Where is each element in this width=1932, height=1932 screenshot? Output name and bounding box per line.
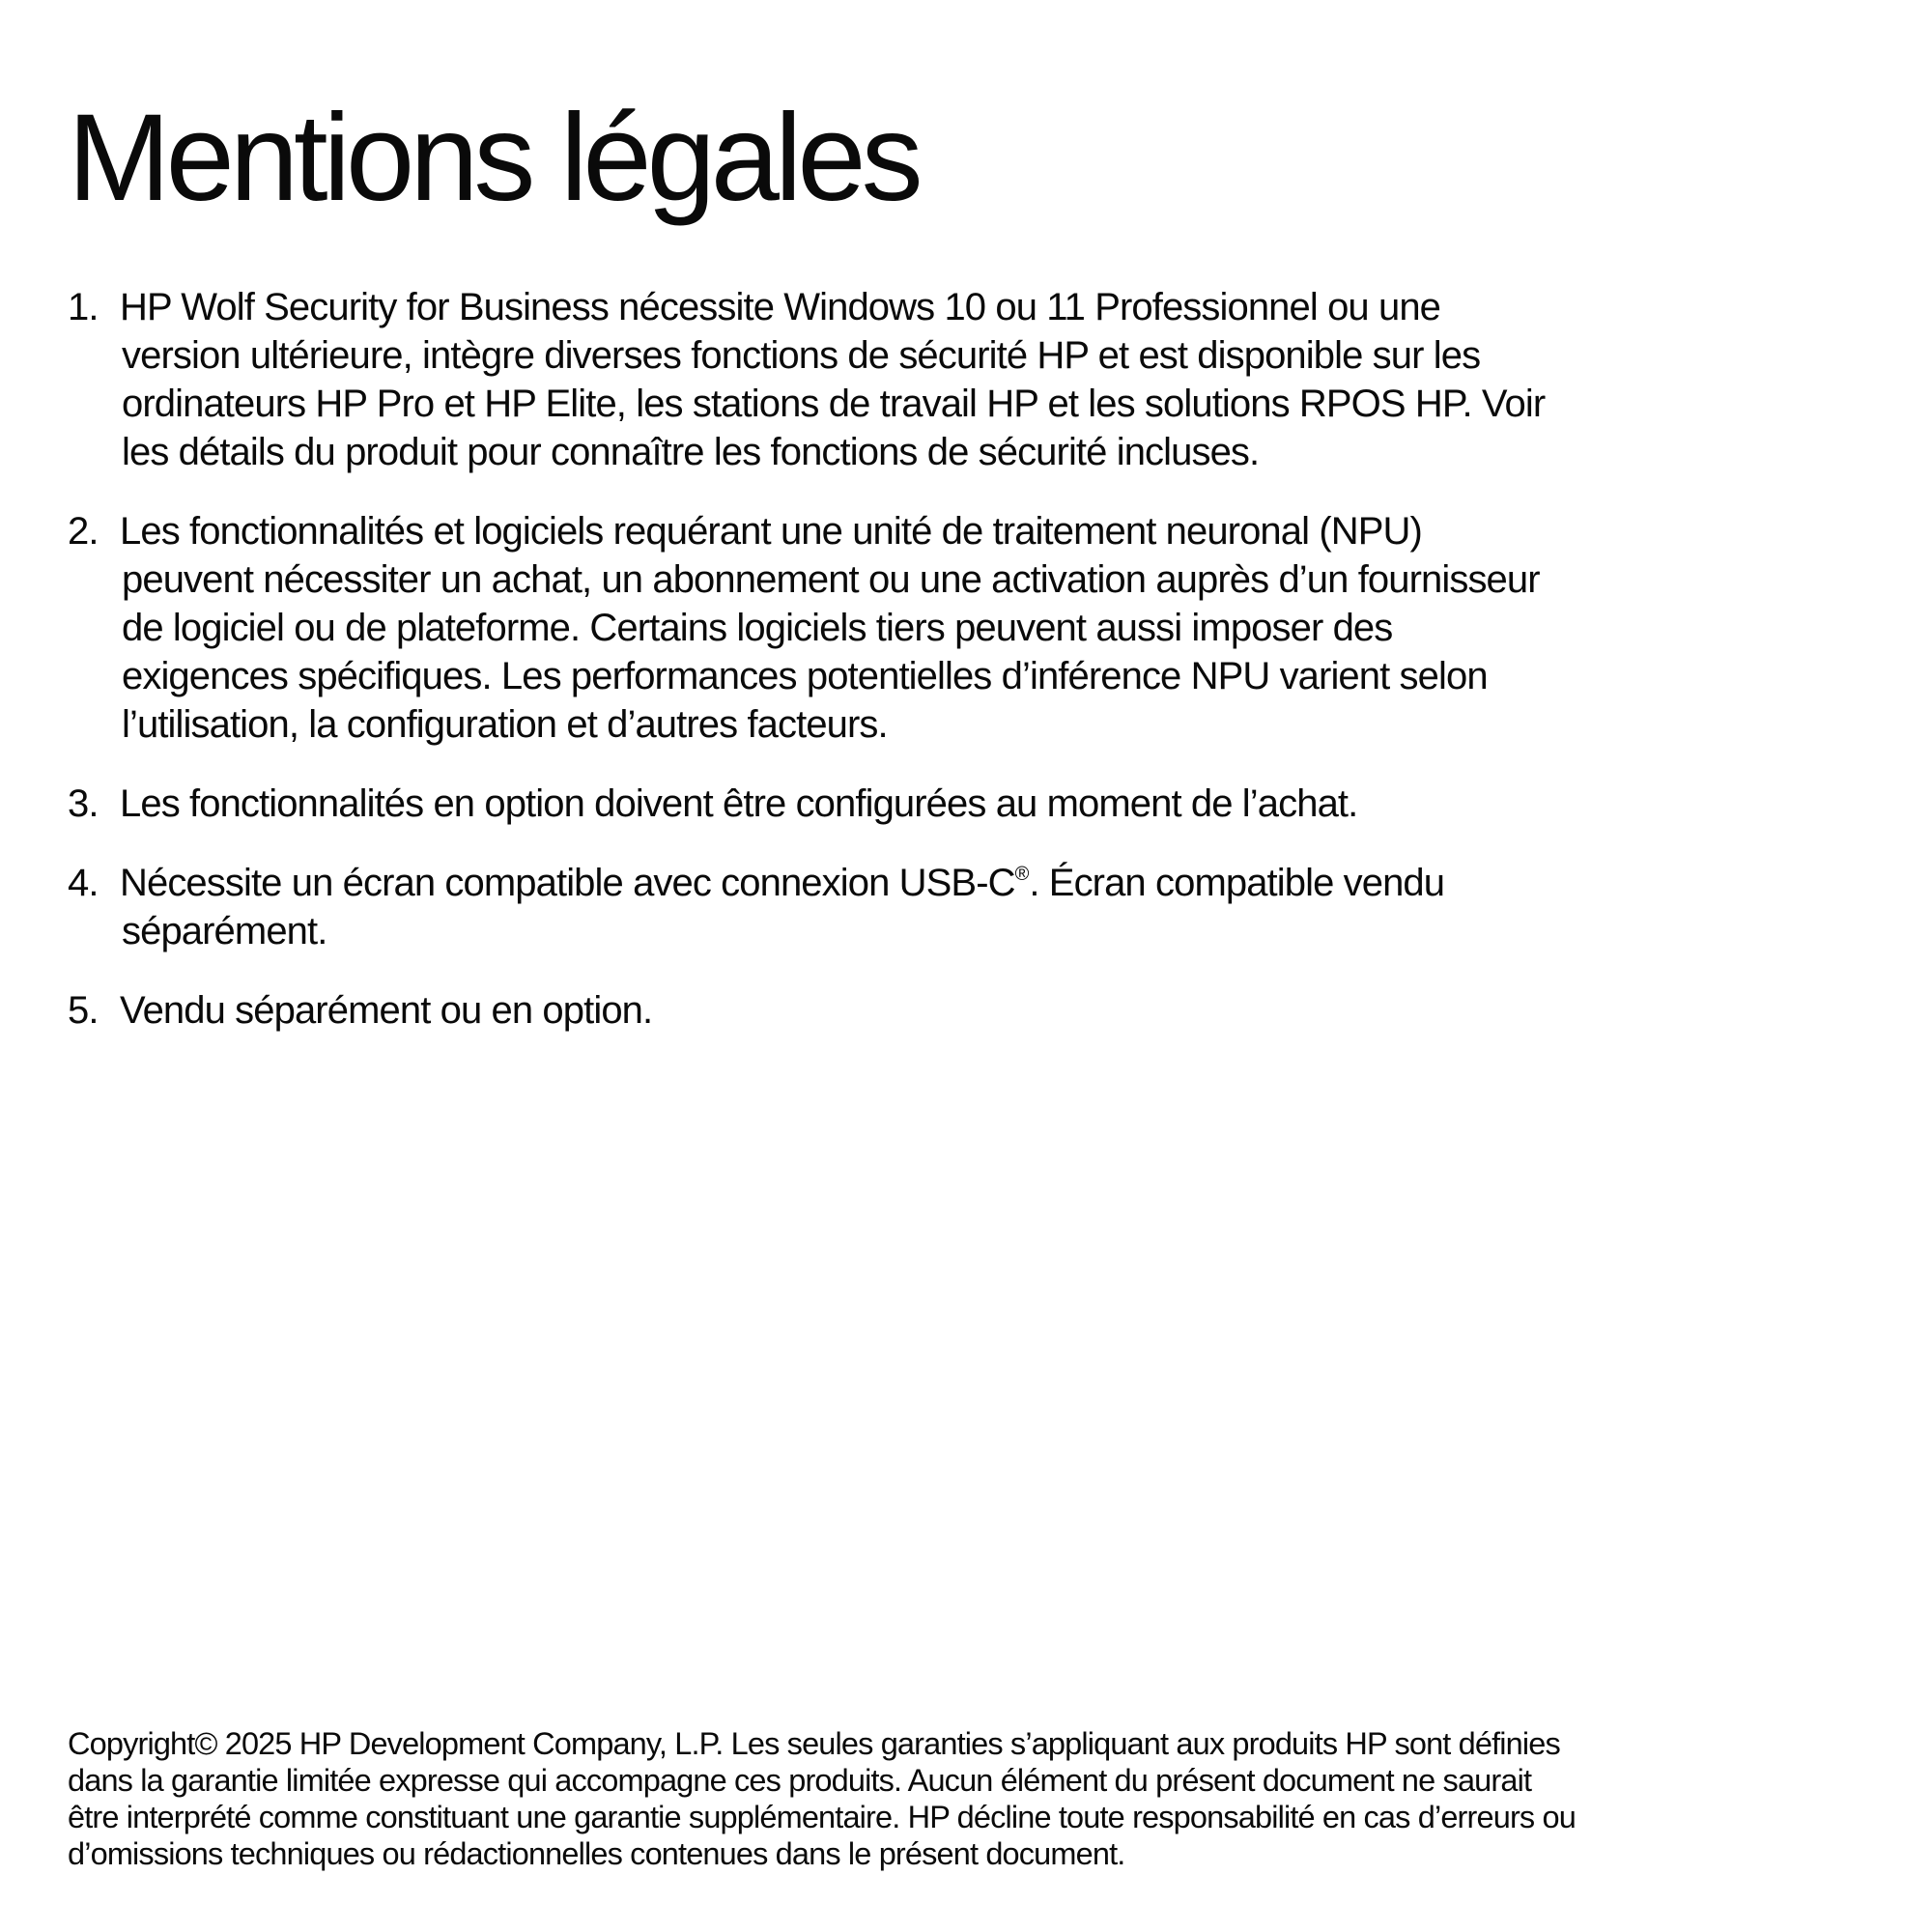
note-line: ordinateurs HP Pro et HP Elite, les stations de travail HP et les solutions RPOS HP. Voir xyxy=(122,383,1546,425)
legal-note-1 xyxy=(68,283,1835,476)
copyright-line: être interprété comme constituant une garantie supplémentaire. HP décline toute responsabilité en cas d’erreurs ou xyxy=(68,1800,1576,1834)
note-text xyxy=(120,507,1835,749)
copyright-line: Copyright© 2025 HP Development Company, L.P. Les seules garanties s’appliquant aux produits HP sont définies xyxy=(68,1726,1560,1761)
note-text xyxy=(120,859,1835,955)
registered-mark: ® xyxy=(1014,864,1030,885)
legal-note-3 xyxy=(68,780,1835,828)
note-line: Les fonctionnalités et logiciels requérant une unité de traitement neuronal (NPU) xyxy=(120,510,1422,553)
copyright-line: d’omissions techniques ou rédactionnelles contenues dans le présent document. xyxy=(68,1836,1125,1871)
page-title: Mentions légales xyxy=(68,89,919,227)
note-line-part: Nécessite un écran compatible avec connexion USB-C xyxy=(120,862,1015,904)
note-line: exigences spécifiques. Les performances potentielles d’inférence NPU varient selon xyxy=(122,655,1488,697)
legal-note-4 xyxy=(68,859,1835,955)
legal-notes-list xyxy=(68,283,1835,1065)
note-line: de logiciel ou de plateforme. Certains logiciels tiers peuvent aussi imposer des xyxy=(122,607,1393,649)
note-line xyxy=(120,859,1835,907)
note-line: peuvent nécessiter un achat, un abonnement ou une activation auprès d’un fournisseur xyxy=(122,558,1540,601)
note-line: HP Wolf Security for Business nécessite Windows 10 ou 11 Professionnel ou une xyxy=(120,286,1441,328)
legal-note-5 xyxy=(68,986,1835,1035)
note-number: 4. xyxy=(68,862,99,904)
note-line: Vendu séparément ou en option. xyxy=(120,989,653,1032)
note-text xyxy=(120,780,1835,828)
note-line: l’utilisation, la configuration et d’autres facteurs. xyxy=(122,703,888,746)
note-line: séparément. xyxy=(122,910,327,952)
note-number: 2. xyxy=(68,510,99,553)
note-line: les détails du produit pour connaître les fonctions de sécurité incluses. xyxy=(122,431,1260,473)
note-number: 1. xyxy=(68,286,99,328)
note-line: Les fonctionnalités en option doivent être configurées au moment de l’achat. xyxy=(120,782,1358,825)
note-line-part: . Écran compatible vendu xyxy=(1029,862,1445,904)
note-text xyxy=(120,986,1835,1035)
copyright-notice xyxy=(68,1725,1864,1872)
note-line: version ultérieure, intègre diverses fonctions de sécurité HP et est disponible sur les xyxy=(122,334,1481,377)
note-number: 5. xyxy=(68,989,99,1032)
legal-note-2 xyxy=(68,507,1835,749)
copyright-line: dans la garantie limitée expresse qui accompagne ces produits. Aucun élément du présent document ne saurait xyxy=(68,1763,1532,1798)
note-number: 3. xyxy=(68,782,99,825)
note-text xyxy=(120,283,1835,476)
